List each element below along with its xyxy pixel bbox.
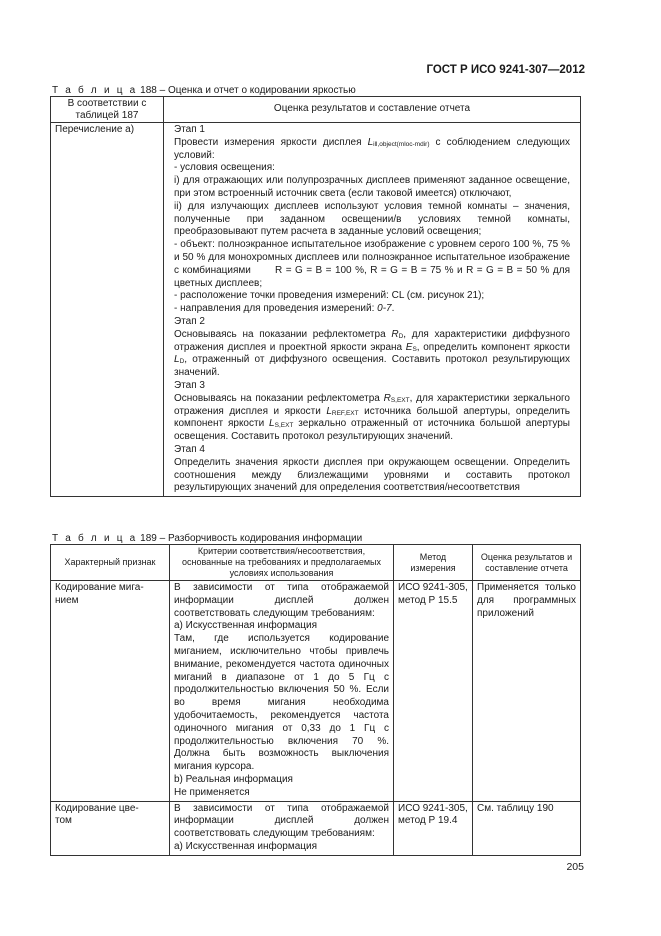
column-header: Метод измерения (394, 545, 473, 581)
stage-heading: Этап 1 (174, 124, 205, 135)
criteria-cell: В зависимости от типа отображаемой информации дисплей должен соответствовать следующим требованиям: а) Искусственная информация Там, где используется кодирование миганием, исключительно чтобы привлечь внимание, рекомендуется частота одиночных миганий в диапазоне от 1 до 5 Гц с продолжительностью включения 50 %. Если во время мигания необходима удобочитаемость, рекомендуется частота одиночного мигания от 0,33 до 1 Гц с продолжительностью включения 70 %. Должна быть возможность выключения мигания курсора. b) Реальная информация Не применяется (170, 581, 394, 802)
stage-heading: Этап 4 (174, 443, 205, 455)
column-header: Оценка результатов и составление отчета (164, 97, 581, 123)
method-cell: ИСО 9241-305, метод Р 19.4 (394, 801, 473, 855)
table-header-row (51, 545, 581, 581)
column-header: В соответствии с таблицей 187 (51, 97, 164, 123)
table-title: 188 – Оценка и отчет о кодировании яркостью (140, 85, 356, 96)
column-header: Характерный признак (51, 545, 170, 581)
stage-text: Основываясь на показании рефлектометра $R_{S,EXT}$, для характеристики зеркального отражения дисплея и яркости $L_{REF,EXT}$ источника большой апертуры, определить компонент яркости $L_{S,EXT}$ зеркально отраженный от источника большой апертуры освещения. Составить протокол результирующих значений. (174, 392, 570, 443)
report-cell: Применяется только для программных приложений (473, 581, 581, 802)
column-header: Оценка результатов и составление отчета (473, 545, 581, 581)
condition-line: - условия освещения: (174, 162, 275, 174)
table-row (51, 801, 581, 855)
condition-line: - направления для проведения измерений: 0-7. (174, 303, 395, 315)
standard-header: ГОСТ Р ИСО 9241-307—2012 (426, 64, 585, 76)
table-label: Т а б л и ц а (52, 85, 138, 96)
evaluation-cell (164, 123, 581, 497)
table-label: Т а б л и ц а (52, 533, 138, 544)
page-number: 205 (566, 861, 584, 873)
stage-text: Провести измерения яркости дисплея $L_{ill,object(mloc-mdir)}$ с соблюдением следующих условий: (174, 136, 570, 161)
stage-text: Основываясь на показании рефлектометра $R_D$, для характеристики диффузного отражения дисплея и проектной яркости экрана $E_S$, определить компонент яркости $L_D$, отраженный от диффузного освещения. Составить протокол результирующих значений. (174, 328, 571, 379)
report-cell: См. таблицу 190 (473, 801, 581, 855)
table-title: 189 – Разборчивость кодирования информации (140, 533, 363, 544)
method-cell: ИСО 9241-305, метод Р 15.5 (394, 581, 473, 802)
column-header: Критерии соответствия/несоответствия, основанные на требованиях и предполагаемых условиях использования (170, 545, 394, 581)
table-row (51, 581, 581, 802)
table-188-caption (52, 85, 356, 96)
stage-text: Определить значения яркости дисплея при окружающем освещении. Определить соотношения между близлежащими уровнями и составить протокол результирующих значений для определения соответствия/несоответствия (174, 456, 570, 494)
table-row (51, 123, 581, 497)
table-189-caption (52, 533, 362, 544)
feature-cell: Кодирование цве- том (51, 801, 170, 855)
table-188 (50, 96, 581, 497)
table-189 (50, 544, 581, 856)
stage-heading: Этап 2 (174, 315, 205, 327)
stage-heading: Этап 3 (174, 379, 205, 391)
table-header-row (51, 97, 581, 123)
feature-cell: Кодирование мига- нием (51, 581, 170, 802)
condition-line: - объект: полноэкранное испытательное изображение с уровнем серого 100 %, 75 % и 50 % для монохромных дисплеев или полноэкранное испытательное изображение с комбинациями R = G = B = 100 %, R = G = B = 75 % и R = G = B = 50 % для цветных дисплеев; (174, 239, 570, 289)
condition-line: ii) для излучающих дисплеев используют условия темной комнаты – значения, полученные при заданном освещении/в условиях темной комнаты, преобразовывают путем расчета в заданные условий освещения; (174, 200, 570, 238)
row-label: Перечисление а) (51, 123, 164, 497)
criteria-cell: В зависимости от типа отображаемой информации дисплей должен соответствовать следующим требованиям: а) Искусственная информация (170, 801, 394, 855)
condition-line: i) для отражающих или полупрозрачных дисплеев применяют заданное освещение, при этом встроенный источник света (если таковой имеется) отключают, (174, 175, 570, 199)
condition-line: - расположение точки проведения измерений: CL (см. рисунок 21); (174, 290, 485, 302)
